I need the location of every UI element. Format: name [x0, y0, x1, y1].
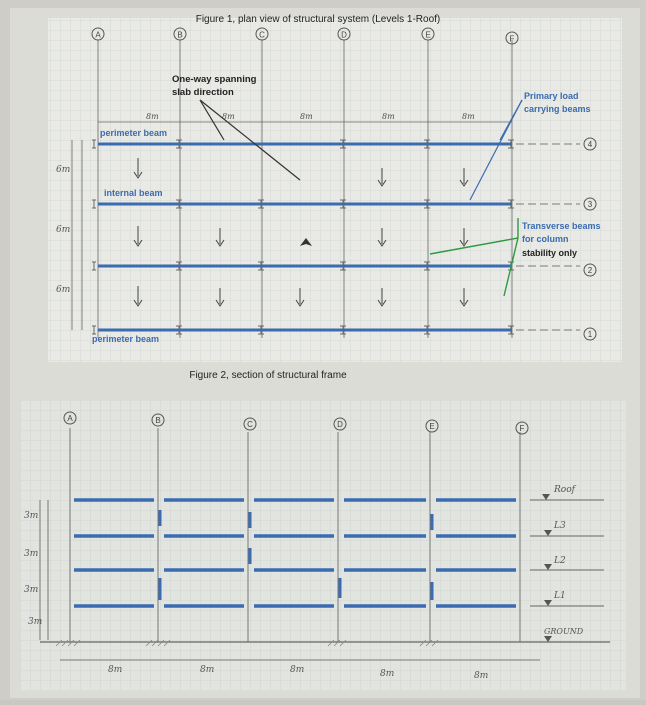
svg-text:A: A — [67, 414, 73, 423]
figure1-caption: Figure 1, plan view of structural system (Levels 1-Roof) — [195, 14, 441, 25]
svg-text:4: 4 — [587, 140, 593, 149]
primary-beams-label-1: Primary load — [524, 91, 579, 101]
transverse-beams-label-1: Transverse beams — [522, 221, 601, 231]
figure1-panel — [48, 14, 622, 362]
storey-height-1: 3m — [24, 511, 39, 521]
primary-beams-label-2: carrying beams — [524, 104, 591, 114]
storey-height-2: 3m — [24, 549, 39, 559]
slab-direction-label-2: slab direction — [172, 87, 234, 98]
f1-bay-3: 6m — [56, 285, 71, 295]
f2-span-4: 8m — [380, 669, 395, 679]
f1-span-4: 8m — [382, 112, 395, 121]
figure2-caption: Figure 2, section of structural frame — [189, 370, 347, 381]
f1-span-2: 8m — [222, 112, 235, 121]
svg-text:C: C — [247, 420, 253, 429]
level-label-ground: GROUND — [544, 627, 584, 636]
f1-span-1: 8m — [146, 112, 159, 121]
svg-text:2: 2 — [587, 266, 593, 275]
f2-span-5: 8m — [474, 671, 489, 681]
f2-span-3: 8m — [290, 665, 305, 675]
svg-text:E: E — [429, 422, 435, 431]
internal-beam-label: internal beam — [104, 188, 163, 198]
perimeter-beam-top-label: perimeter beam — [100, 128, 168, 138]
perimeter-beam-bottom-label: perimeter beam — [92, 334, 160, 344]
svg-text:B: B — [155, 416, 161, 425]
transverse-beams-label-3: stability only — [522, 248, 578, 258]
transverse-beams-label-2: for column — [522, 234, 569, 244]
svg-text:F: F — [509, 34, 515, 44]
svg-text:C: C — [259, 30, 265, 40]
f1-span-5: 8m — [462, 112, 475, 121]
f2-span-2: 8m — [200, 665, 215, 675]
level-label-l3: L3 — [554, 521, 566, 531]
svg-text:D: D — [341, 30, 347, 40]
slab-direction-label-1: One-way spanning — [172, 74, 257, 85]
level-label-roof: Roof — [554, 485, 575, 495]
svg-text:E: E — [425, 30, 431, 40]
f2-span-1: 8m — [108, 665, 123, 675]
f1-bay-1: 6m — [56, 165, 71, 175]
storey-height-4: 3m — [28, 617, 43, 627]
storey-height-3: 3m — [24, 585, 39, 595]
svg-text:F: F — [519, 424, 525, 433]
level-label-l2: L2 — [554, 556, 566, 566]
svg-text:D: D — [337, 420, 343, 429]
svg-text:3: 3 — [587, 200, 593, 209]
svg-text:1: 1 — [587, 330, 593, 339]
f1-bay-2: 6m — [56, 225, 71, 235]
f1-span-3: 8m — [300, 112, 313, 121]
figure2-panel — [20, 400, 626, 690]
level-label-l1: L1 — [554, 591, 566, 601]
svg-text:B: B — [177, 30, 183, 40]
svg-text:A: A — [95, 30, 101, 40]
